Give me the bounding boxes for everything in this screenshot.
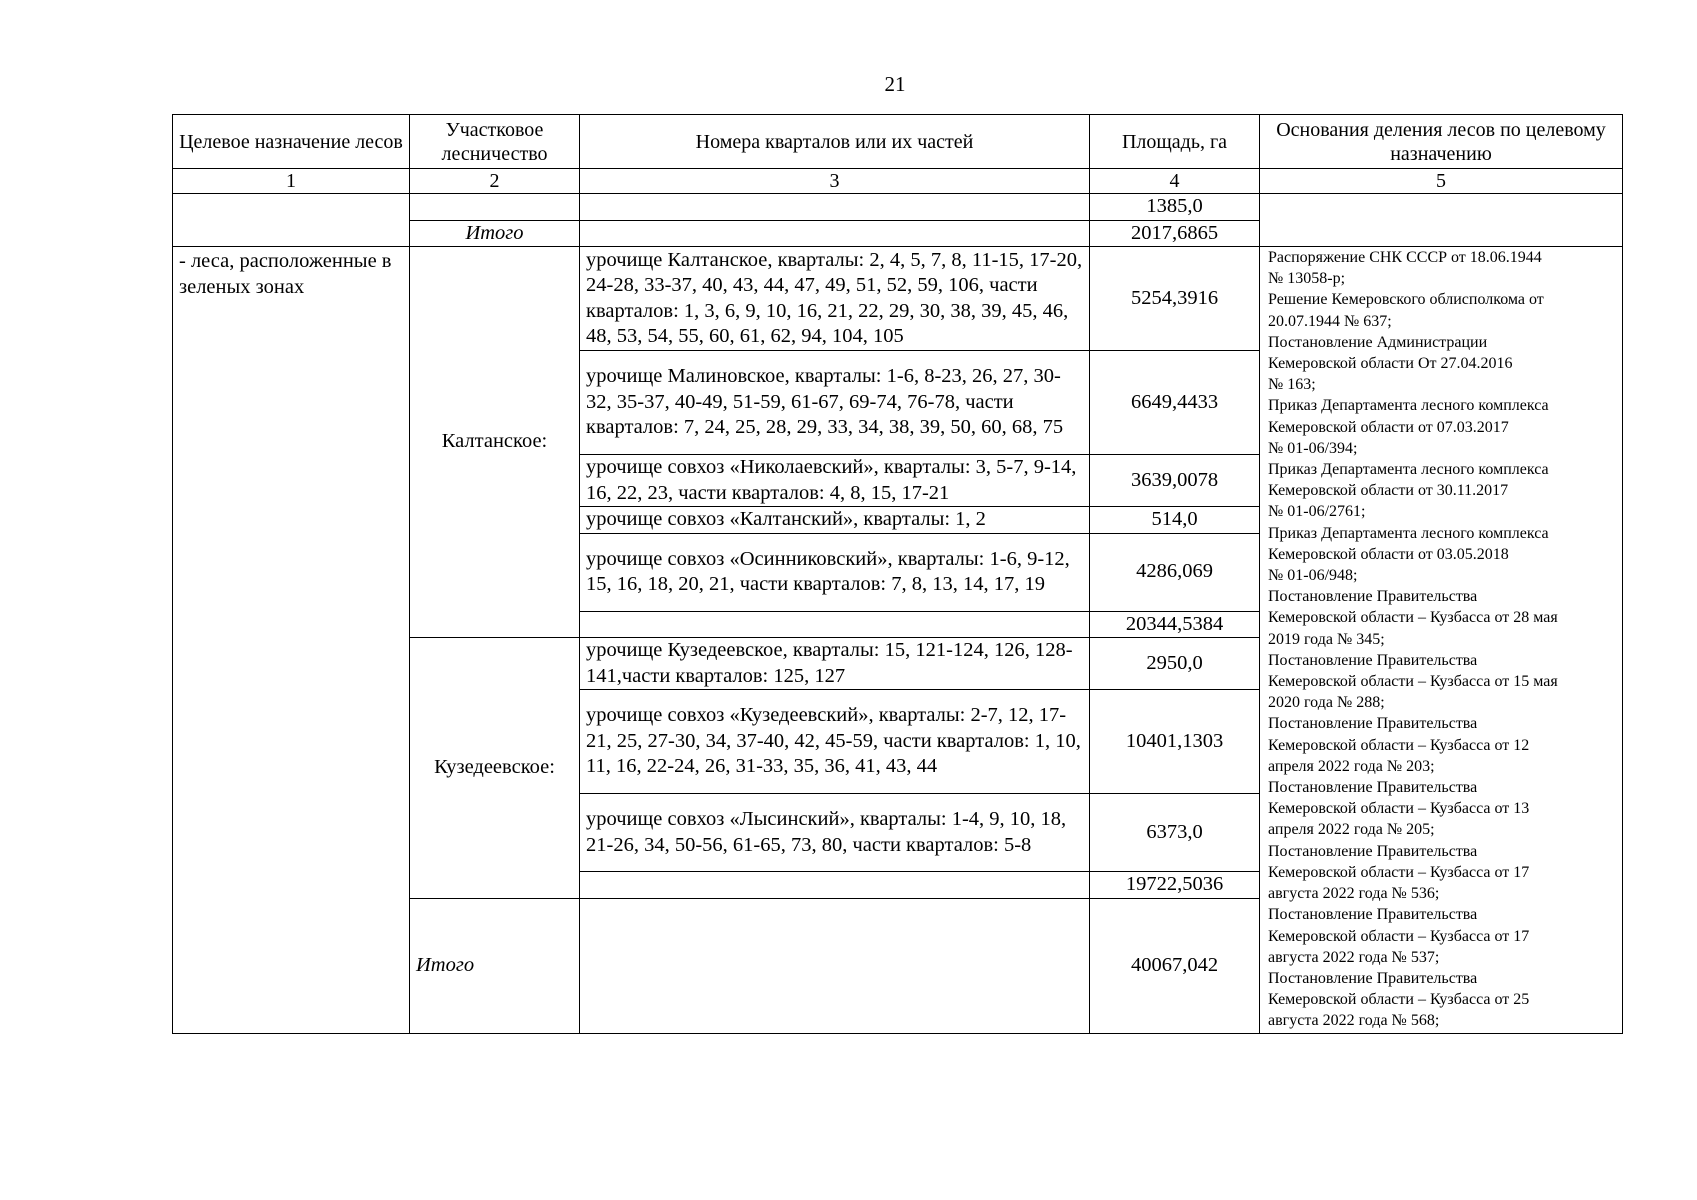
header-area: Площадь, га: [1090, 115, 1260, 169]
quarters-cell: урочище совхоз «Калтанский», кварталы: 1, 2: [580, 507, 1090, 534]
basis-line: августа 2022 года № 568;: [1268, 1012, 1440, 1030]
table-row: [173, 247, 1623, 351]
basis-line: Распоряжение СНК СССР от 18.06.1944: [1268, 249, 1542, 266]
basis-line: Кемеровской области от 03.05.2018: [1268, 545, 1509, 563]
basis-line: № 163;: [1268, 376, 1316, 394]
empty-cell: [173, 194, 410, 247]
basis-line: Постановление Правительства: [1268, 842, 1478, 860]
basis-line: Кемеровской области – Кузбасса от 13: [1268, 800, 1530, 818]
basis-line: апреля 2022 года № 205;: [1268, 821, 1435, 839]
column-number: 1: [173, 169, 410, 194]
total-label: Итого: [410, 898, 580, 1033]
area-value: 10401,1303: [1090, 690, 1260, 794]
area-value: 5254,3916: [1090, 247, 1260, 351]
area-value: 1385,0: [1090, 194, 1260, 221]
total-area: 2017,6865: [1090, 220, 1260, 247]
basis-line: 20.07.1944 № 637;: [1268, 312, 1392, 330]
header-forestry: Участковое лесничество: [410, 115, 580, 169]
quarters-cell: урочище совхоз «Осинниковский», кварталы: 1-6, 9-12, 15, 16, 18, 20, 21, части кварталов: 7, 8, 13, 14, 17, 19: [580, 533, 1090, 611]
empty-cell: [580, 898, 1090, 1033]
basis-line: Приказ Департамента лесного комплекса: [1268, 461, 1549, 479]
empty-cell: [1260, 194, 1623, 247]
basis-line: № 01-06/394;: [1268, 439, 1358, 457]
empty-cell: [580, 872, 1090, 899]
empty-cell: [580, 611, 1090, 638]
area-value: 2950,0: [1090, 638, 1260, 690]
basis-line: Постановление Правительства: [1268, 588, 1478, 606]
quarters-cell: урочище Кузедеевское, кварталы: 15, 121-124, 126, 128-141,части кварталов: 125, 127: [580, 638, 1090, 690]
area-value: 6373,0: [1090, 794, 1260, 872]
area-value: 514,0: [1090, 507, 1260, 534]
page-number: 21: [884, 72, 906, 96]
basis-line: Кемеровской области – Кузбасса от 17: [1268, 927, 1530, 945]
quarters-cell: урочище совхоз «Лысинский», кварталы: 1-4, 9, 10, 18, 21-26, 34, 50-56, 61-65, 73, 80, части кварталов: 5-8: [580, 794, 1090, 872]
area-value: 3639,0078: [1090, 455, 1260, 507]
header-purpose: Целевое назначение лесов: [173, 115, 410, 169]
column-number: 2: [410, 169, 580, 194]
basis-line: Решение Кемеровского облисполкома от: [1268, 291, 1544, 309]
column-number: 5: [1260, 169, 1623, 194]
empty-cell: [580, 220, 1090, 247]
empty-cell: [410, 194, 580, 221]
basis-line: Кемеровской области от 07.03.2017: [1268, 418, 1509, 436]
area-value: 4286,069: [1090, 533, 1260, 611]
basis-line: Кемеровской области – Кузбасса от 15 мая: [1268, 673, 1558, 691]
basis-line: Кемеровской области – Кузбасса от 25: [1268, 991, 1530, 1009]
basis-line: Постановление Администрации: [1268, 333, 1488, 351]
purpose-category: - леса, расположенные в зеленых зонах: [173, 247, 410, 1034]
area-value: 6649,4433: [1090, 351, 1260, 455]
basis-line: 2019 года № 345;: [1268, 630, 1385, 648]
forest-purpose-table: [172, 114, 1623, 1034]
total-area: 40067,042: [1090, 898, 1260, 1033]
empty-cell: [580, 194, 1090, 221]
quarters-cell: урочище совхоз «Николаевский», кварталы: 3, 5-7, 9-14, 16, 22, 23, части кварталов: 4, 8, 15, 17-21: [580, 455, 1090, 507]
basis-line: августа 2022 года № 537;: [1268, 948, 1440, 966]
basis-line: 2020 года № 288;: [1268, 694, 1385, 712]
basis-line: Кемеровской области – Кузбасса от 17: [1268, 863, 1530, 881]
total-label: Итого: [410, 220, 580, 247]
forestry-name: Калтанское:: [410, 247, 580, 638]
table-row: [173, 194, 1623, 221]
basis-line: Постановление Правительства: [1268, 651, 1478, 669]
table-header-row: [173, 115, 1623, 169]
basis-line: Постановление Правительства: [1268, 779, 1478, 797]
subtotal-area: 19722,5036: [1090, 872, 1260, 899]
subtotal-area: 20344,5384: [1090, 611, 1260, 638]
forestry-name: Кузедеевское:: [410, 638, 580, 899]
basis-line: Кемеровской области от 30.11.2017: [1268, 482, 1509, 500]
basis-line: Приказ Департамента лесного комплекса: [1268, 524, 1549, 542]
column-numbers-row: [173, 169, 1623, 194]
column-number: 3: [580, 169, 1090, 194]
column-number: 4: [1090, 169, 1260, 194]
basis-line: № 01-06/2761;: [1268, 503, 1366, 521]
header-basis: Основания деления лесов по целевому назначению: [1260, 115, 1623, 169]
quarters-cell: урочище Малиновское, кварталы: 1-6, 8-23, 26, 27, 30-32, 35-37, 40-49, 51-59, 61-67, 69-74, 76-78, части кварталов: 7, 24, 25, 28, 29, 33, 34, 38, 39, 50, 60, 68, 75: [580, 351, 1090, 455]
quarters-cell: урочище совхоз «Кузедеевский», кварталы: 2-7, 12, 17-21, 25, 27-30, 34, 37-40, 42, 45-59, части кварталов: 1, 10, 11, 16, 22-24, 26, 31-33, 35, 36, 41, 43, 44: [580, 690, 1090, 794]
basis-line: Приказ Департамента лесного комплекса: [1268, 397, 1549, 415]
header-quarters: Номера кварталов или их частей: [580, 115, 1090, 169]
basis-line: № 01-06/948;: [1268, 567, 1358, 585]
quarters-cell: урочище Калтанское, кварталы: 2, 4, 5, 7, 8, 11-15, 17-20, 24-28, 33-37, 40, 43, 44, 47, 49, 51, 52, 59, 106, части кварталов: 1, 3, 6, 9, 10, 16, 21, 22, 29, 30, 38, 39, 45, 46, 48, 53, 54, 55, 60, 61, 62, 94, 104, 105: [580, 247, 1090, 351]
basis-line: Постановление Правительства: [1268, 906, 1478, 924]
basis-line: Кемеровской области От 27.04.2016: [1268, 355, 1513, 373]
basis-line: апреля 2022 года № 203;: [1268, 757, 1435, 775]
basis-line: Кемеровской области – Кузбасса от 12: [1268, 736, 1530, 754]
basis-line: Кемеровской области – Кузбасса от 28 мая: [1268, 609, 1558, 627]
basis-line: Постановление Правительства: [1268, 715, 1478, 733]
basis-line: августа 2022 года № 536;: [1268, 885, 1440, 903]
basis-line: № 13058-р;: [1268, 270, 1346, 288]
basis-cell: [1260, 247, 1623, 1034]
basis-line: Постановление Правительства: [1268, 969, 1478, 987]
